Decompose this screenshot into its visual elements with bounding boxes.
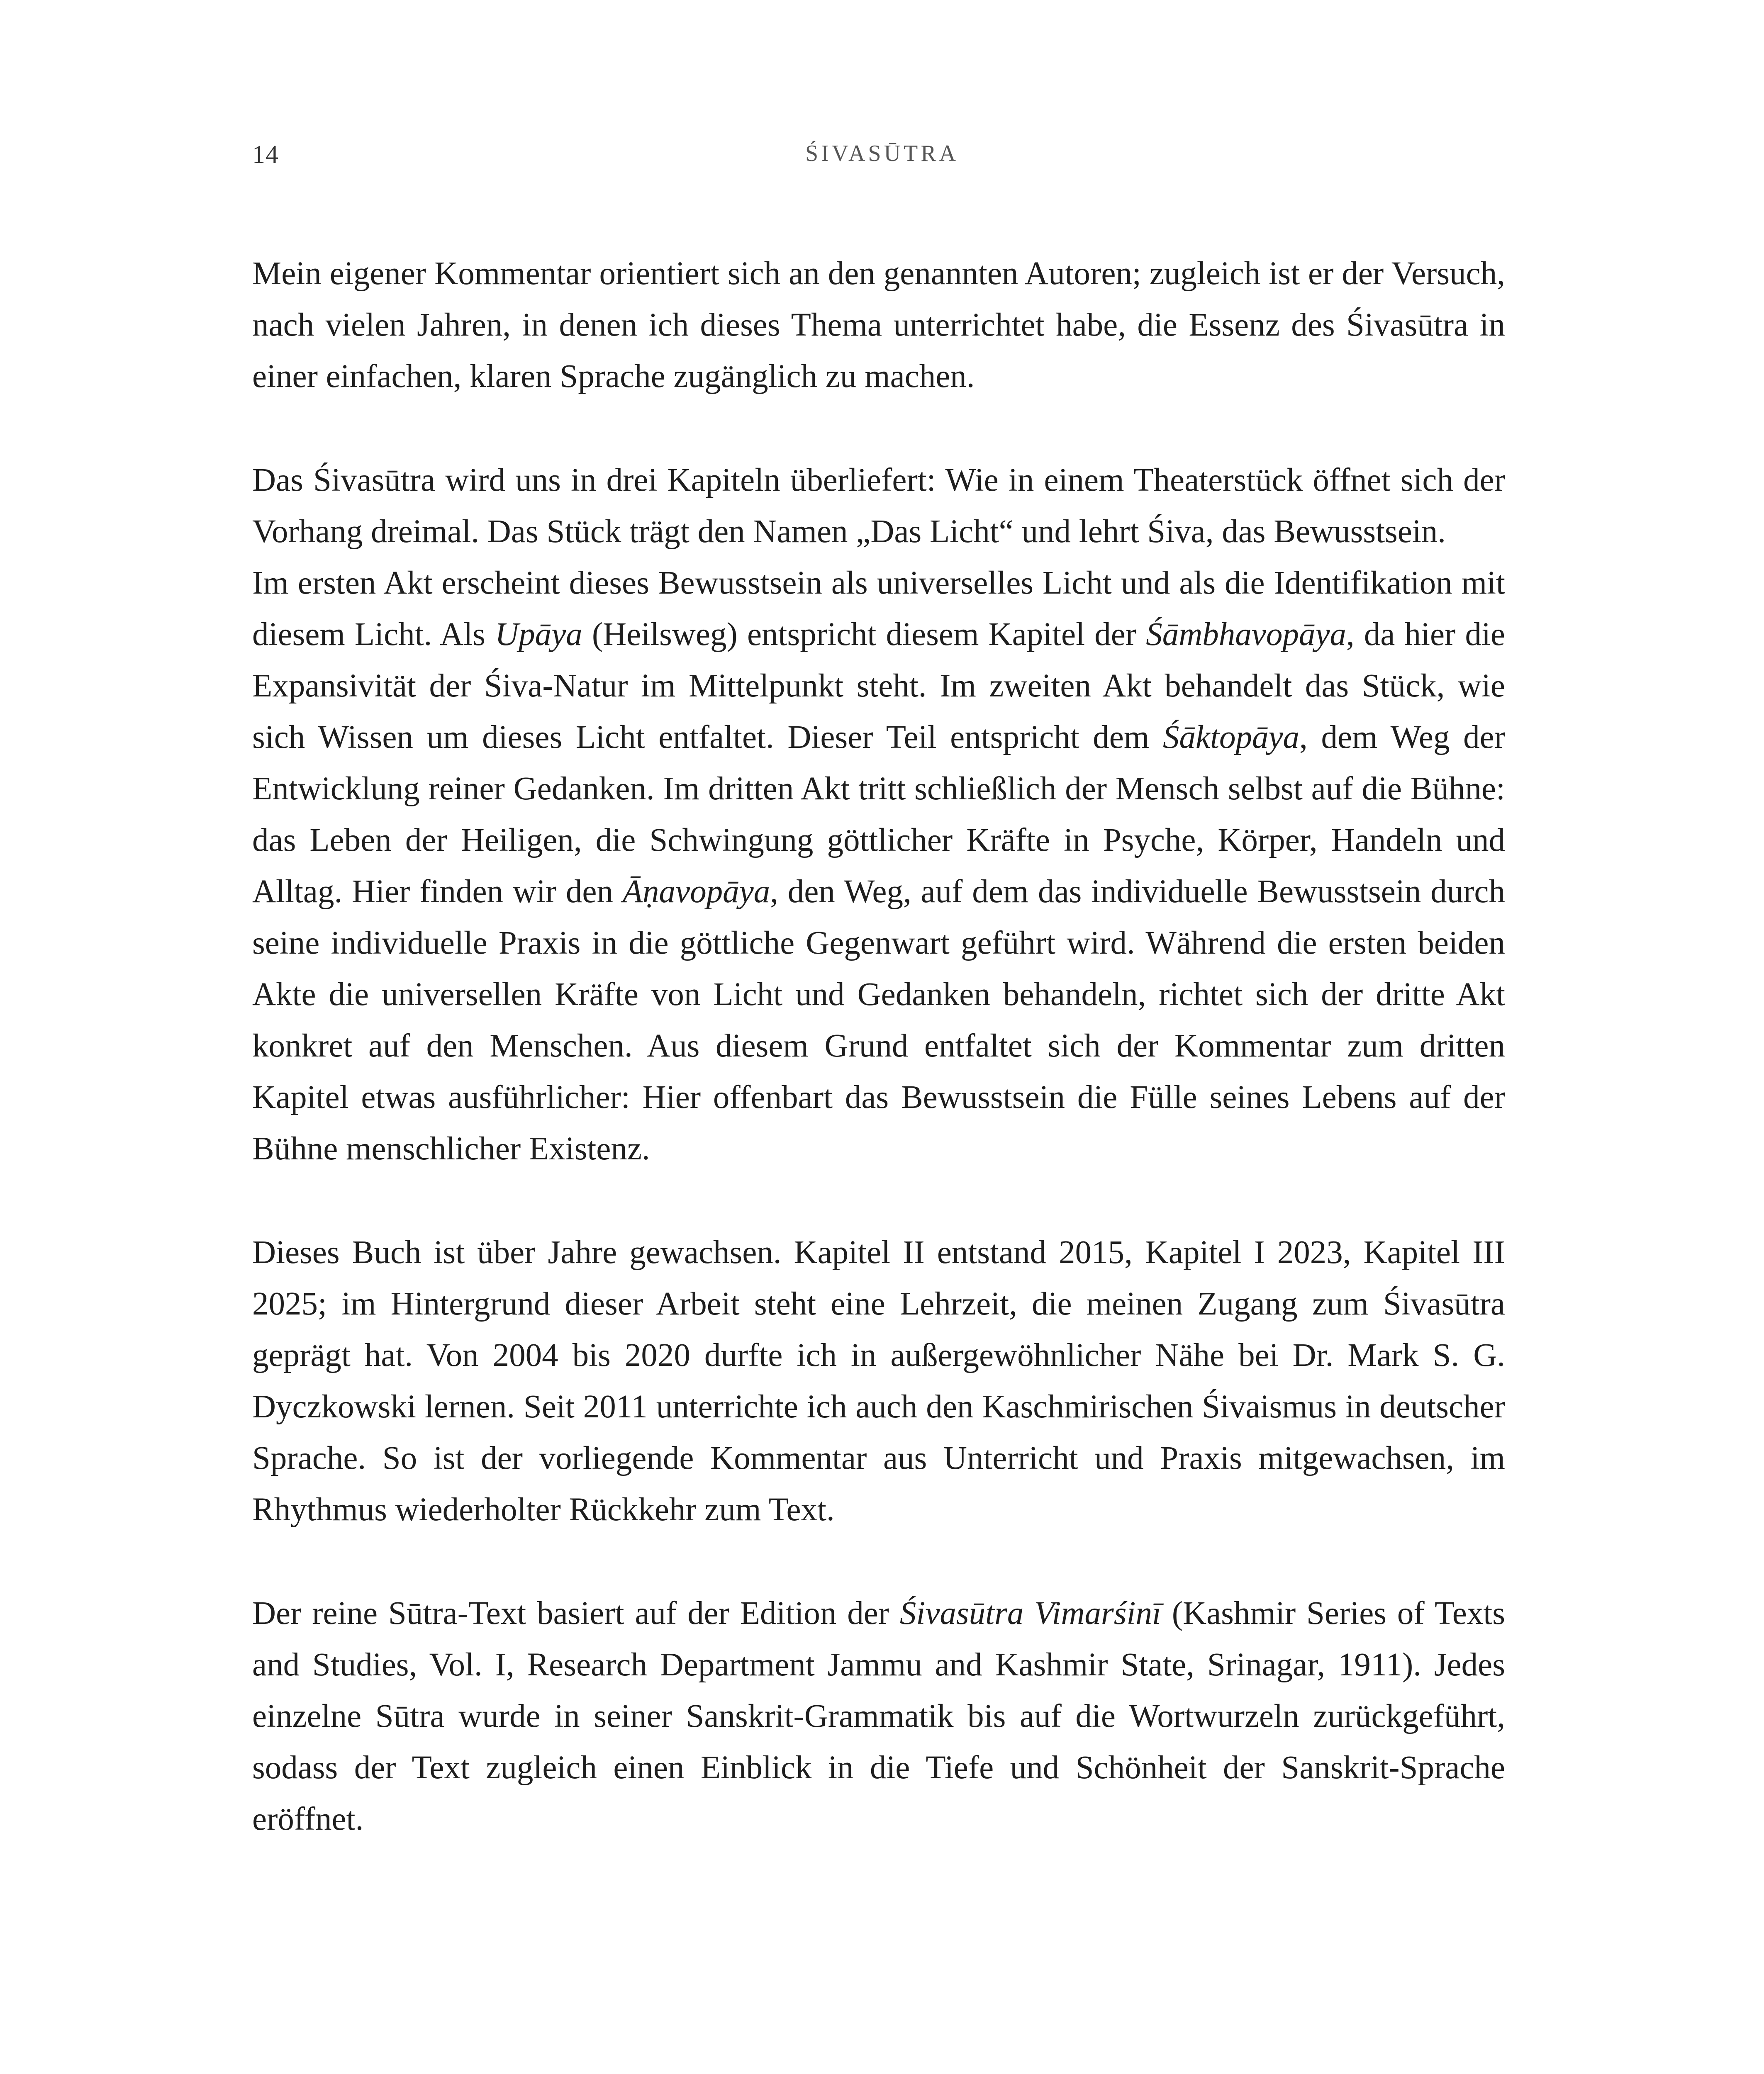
page-number: 14: [252, 141, 279, 169]
body-text: [252, 248, 1505, 1845]
paragraph-text: Mein eigener Kommentar orientiert sich an den genannten Autoren; zugleich ist er der Versuch, nach vielen Jahren, in denen ich dieses Thema unterrichtet habe, die Essenz des Śivasūtra in einer einfachen, klaren Sprache zugänglich zu machen.: [252, 256, 1505, 394]
paragraph-text: , da hier die Expansivität der Śiva-Natur im Mittelpunkt steht. Im zweiten Akt behandelt das Stück, wie sich Wissen um dieses Licht entfaltet. Dieser Teil entspricht dem: [252, 616, 1505, 755]
sanskrit-term: Upāya: [495, 616, 582, 652]
sanskrit-title: Śivasūtra Vimarśinī: [899, 1595, 1161, 1631]
paragraph-text: Der reine Sūtra-Text basiert auf der Edition der: [252, 1595, 900, 1631]
paragraph-text: Im ersten Akt erscheint dieses Bewusstsein als universelles Licht und als die Identifikation mit diesem Licht. Als: [252, 565, 1505, 652]
sanskrit-term: Śāktopāya: [1162, 719, 1300, 755]
paragraph-4: [252, 1227, 1505, 1536]
sanskrit-term: Āṇavopāya: [622, 874, 770, 910]
paragraph-text: Das Śivasūtra wird uns in drei Kapiteln überliefert: Wie in einem Theaterstück öffnet sich der Vorhang dreimal. Das Stück trägt den Namen „Das Licht“ und lehrt Śiva, das Bewusstsein.: [252, 462, 1505, 550]
paragraph-2: [252, 455, 1505, 557]
paragraph-text: Dieses Buch ist über Jahre gewachsen. Kapitel II entstand 2015, Kapitel I 2023, Kapitel III 2025; im Hintergrund dieser Arbeit steht eine Lehrzeit, die meinen Zugang zum Śivasūtra geprägt hat. Von 2004 bis 2020 durfte ich in außergewöhnlicher Nähe bei Dr. Mark S. G. Dyczkowski lernen. Seit 2011 unterrichte ich auch den Kaschmirischen Śivaismus in deutscher Sprache. So ist der vorliegende Kommentar aus Unterricht und Praxis mitgewachsen, im Rhythmus wiederholter Rückkehr zum Text.: [252, 1234, 1505, 1528]
sanskrit-term: Śāmbhavopāya: [1146, 616, 1346, 652]
paragraph-text: , den Weg, auf dem das individuelle Bewusstsein durch seine individuelle Praxis in die göttliche Gegenwart geführt wird. Während die ersten beiden Akte die universellen Kräfte von Licht und Gedanken behandeln, richtet sich der dritte Akt konkret auf den Menschen. Aus diesem Grund entfaltet sich der Kommentar zum dritten Kapitel etwas ausführlicher: Hier offenbart das Bewusstsein die Fülle seines Lebens auf der Bühne menschlicher Existenz.: [252, 874, 1505, 1167]
paragraph-text: , dem Weg der Entwicklung reiner Gedanken. Im dritten Akt tritt schließlich der Mensch selbst auf die Bühne: das Leben der Heiligen, die Schwingung göttlicher Kräfte in Psyche, Körper, Handeln und Alltag. Hier finden wir den: [252, 719, 1505, 910]
paragraph-3: [252, 557, 1505, 1175]
paragraph-1: [252, 248, 1505, 402]
running-head-title: ŚIVASŪTRA: [805, 141, 959, 166]
paragraph-5: [252, 1588, 1505, 1845]
paragraph-text: (Heilsweg) entspricht diesem Kapitel der: [582, 616, 1146, 652]
paragraph-text: (Kashmir Series of Texts and Studies, Vol. I, Research Department Jammu and Kashmir State, Srinagar, 1911). Jedes einzelne Sūtra wurde in seiner Sanskrit-Grammatik bis auf die Wortwurzeln zurückgeführt, sodass der Text zugleich einen Einblick in die Tiefe und Schönheit der Sanskrit-Sprache eröffnet.: [252, 1595, 1506, 1837]
